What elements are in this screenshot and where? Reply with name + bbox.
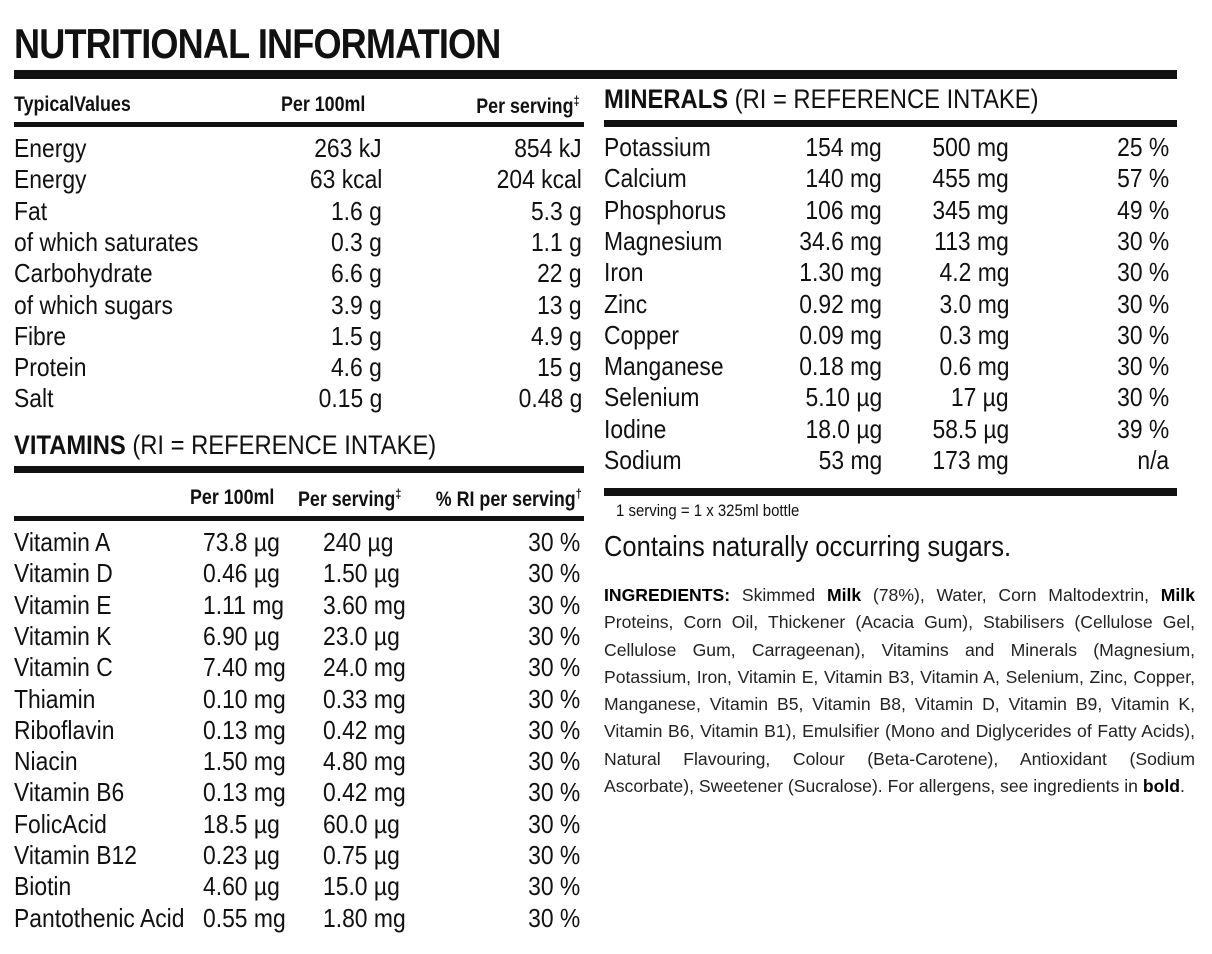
per-serving-value: 0.48 g: [518, 383, 582, 414]
per-serving-value: 13 g: [537, 289, 582, 320]
per-serving-value: 15.0 µg: [323, 871, 400, 902]
ri-percent-value: 30 %: [527, 683, 580, 714]
per-serving-value: 4.9 g: [531, 320, 582, 351]
per-100ml-value: 140 mg: [805, 163, 882, 194]
per-100ml-value: 3.9 g: [331, 289, 382, 320]
per-100ml-value: 18.0 µg: [805, 413, 882, 444]
per-100ml-value: 18.5 µg: [203, 808, 280, 839]
per-serving-value: 240 µg: [323, 527, 394, 557]
vitamin-label: Vitamin E: [14, 589, 112, 620]
header-typical-values: TypicalValues: [14, 93, 131, 116]
per-100ml-value: 5.10 µg: [805, 382, 882, 413]
ingredients-text: INGREDIENTS: Skimmed Milk (78%), Water, Corn Maltodextrin, Milk Proteins, Corn Oil, Thickener (Acacia Gum), Stabilisers (Cellulose Gel, Cellulose Gum, Carrageenan), Vitamins and Minerals (Magnesium, Potassium, Iron, Vitamin E, Vitamin B3, Vitamin A, Selenium, Zinc, Copper, Manganese, Vitamin B5, Vitamin B8, Vitamin D, Vitamin B9, Vitamin K, Vitamin B6, Vitamin B1), Emulsifier (Mono and Diglycerides of Fatty Acids), Natural Flavouring, Colour (Beta-Carotene), Antioxidant (Sodium Ascorbate), Sweetener (Sucralose). For allergens, see ingredients in bold.: [604, 585, 1195, 797]
mineral-label: Iron: [604, 257, 644, 288]
minerals-title-divider: [604, 120, 1177, 127]
vitamin-label: Biotin: [14, 871, 72, 902]
per-serving-value: 4.80 mg: [323, 746, 406, 777]
vitamins-title-divider: [14, 466, 584, 473]
ri-percent-value: 30 %: [1116, 382, 1169, 413]
per-100ml-value: 0.18 mg: [799, 351, 882, 382]
mineral-label: Phosphorus: [604, 194, 727, 225]
per-100ml-value: 0.13 mg: [203, 777, 286, 808]
per-100ml-value: 0.23 µg: [203, 840, 280, 870]
per-100ml-value: 73.8 µg: [203, 527, 280, 557]
nutrient-label: of which saturates: [14, 226, 199, 257]
per-100ml-value: 0.46 µg: [203, 558, 280, 589]
ri-percent-value: 30 %: [527, 840, 580, 870]
ri-percent-value: 30 %: [527, 589, 580, 620]
vitamins-header-per-serving: Per serving‡: [298, 486, 402, 511]
minerals-title: MINERALS (RI = REFERENCE INTAKE): [604, 84, 1039, 114]
per-100ml-value: 1.50 mg: [203, 746, 286, 777]
vitamin-label: Vitamin B12: [14, 840, 137, 870]
per-serving-value: 22 g: [537, 258, 582, 289]
mineral-label: Copper: [604, 319, 680, 350]
nutrient-label: Protein: [14, 352, 87, 383]
per-100ml-value: 6.6 g: [331, 258, 382, 289]
nutrient-label: Fibre: [14, 320, 67, 351]
per-serving-value: 173 mg: [932, 445, 1009, 475]
ri-percent-value: 30 %: [527, 808, 580, 839]
per-serving-value: 1.80 mg: [323, 902, 406, 933]
mineral-label: Calcium: [604, 163, 687, 194]
ri-percent-value: 30 %: [527, 652, 580, 683]
ri-percent-value: 30 %: [527, 527, 580, 557]
per-100ml-value: 0.55 mg: [203, 902, 286, 933]
ri-percent-value: 30 %: [527, 777, 580, 808]
mineral-label: Selenium: [604, 382, 700, 413]
ri-percent-value: 30 %: [1116, 225, 1169, 256]
header-per-100ml: Per 100ml: [281, 93, 366, 116]
mineral-label: Potassium: [604, 132, 711, 162]
minerals-bottom-divider: [604, 488, 1177, 496]
per-100ml-value: 4.6 g: [331, 352, 382, 383]
per-serving-value: 58.5 µg: [932, 413, 1009, 444]
per-100ml-value: 4.60 µg: [203, 871, 280, 902]
per-serving-value: 113 mg: [934, 225, 1009, 256]
nutrition-header-divider: [14, 122, 584, 127]
per-serving-value: 345 mg: [932, 194, 1009, 225]
vitamin-label: Thiamin: [14, 683, 96, 714]
nutrient-label: Energy: [14, 133, 87, 163]
per-serving-value: 0.3 mg: [939, 319, 1009, 350]
vitamin-label: Pantothenic Acid: [14, 902, 185, 933]
ri-percent-value: 30 %: [527, 746, 580, 777]
per-serving-value: 0.33 mg: [323, 683, 406, 714]
per-100ml-value: 53 mg: [818, 445, 882, 475]
vitamin-label: FolicAcid: [14, 808, 107, 839]
title-divider: [14, 70, 1177, 79]
page-title: NUTRITIONAL INFORMATION: [14, 20, 501, 67]
per-serving-value: 17 µg: [951, 382, 1009, 413]
per-serving-value: 455 mg: [932, 163, 1009, 194]
per-serving-value: 500 mg: [932, 132, 1009, 162]
per-100ml-value: 0.10 mg: [203, 683, 286, 714]
ri-percent-value: 30 %: [527, 902, 580, 933]
header-per-serving: Per serving‡: [476, 93, 580, 118]
per-serving-value: 0.42 mg: [323, 714, 406, 745]
mineral-label: Sodium: [604, 445, 682, 475]
per-serving-value: 0.42 mg: [323, 777, 406, 808]
ri-percent-value: 30 %: [1116, 288, 1169, 319]
footnote-mark: ‡: [395, 486, 402, 501]
per-100ml-value: 63 kcal: [309, 164, 382, 195]
nutrient-label: Carbohydrate: [14, 258, 153, 289]
ri-percent-value: 25 %: [1116, 132, 1169, 162]
per-100ml-value: 154 mg: [805, 132, 882, 162]
vitamin-label: Vitamin B6: [14, 777, 125, 808]
per-serving-value: 15 g: [537, 352, 582, 383]
per-serving-value: 5.3 g: [531, 195, 582, 226]
ingredients-label: INGREDIENTS:: [604, 585, 731, 605]
ri-percent-value: 49 %: [1116, 194, 1169, 225]
mineral-label: Manganese: [604, 351, 724, 382]
footnote-mark: †: [575, 486, 582, 501]
footnote-mark: ‡: [573, 93, 580, 108]
ri-percent-value: 57 %: [1116, 163, 1169, 194]
mineral-label: Magnesium: [604, 225, 723, 256]
per-serving-value: 854 kJ: [514, 133, 582, 163]
ri-percent-value: 30 %: [1116, 351, 1169, 382]
sugars-note: Contains naturally occurring sugars.: [604, 531, 1012, 563]
vitamins-header-ri: % RI per serving†: [435, 486, 582, 511]
vitamin-label: Vitamin K: [14, 620, 112, 651]
vitamins-title: VITAMINS (RI = REFERENCE INTAKE): [14, 430, 437, 460]
vitamin-label: Vitamin D: [14, 558, 113, 589]
per-serving-value: 23.0 µg: [323, 620, 400, 651]
per-100ml-value: 0.09 mg: [799, 319, 882, 350]
per-serving-value: 204 kcal: [496, 164, 582, 195]
vitamins-header-divider: [14, 516, 584, 521]
ri-percent-value: 30 %: [1116, 257, 1169, 288]
vitamin-label: Vitamin A: [14, 527, 111, 557]
ri-percent-value: 30 %: [1116, 319, 1169, 350]
per-serving-value: 60.0 µg: [323, 808, 400, 839]
nutrient-label: Fat: [14, 195, 48, 226]
vitamin-label: Vitamin C: [14, 652, 113, 683]
per-100ml-value: 1.11 mg: [203, 589, 284, 620]
vitamin-label: Riboflavin: [14, 714, 115, 745]
per-100ml-value: 263 kJ: [314, 133, 382, 163]
per-100ml-value: 7.40 mg: [203, 652, 286, 683]
serving-note: 1 serving = 1 x 325ml bottle: [616, 501, 800, 520]
per-100ml-value: 0.92 mg: [799, 288, 882, 319]
per-100ml-value: 0.3 g: [331, 226, 382, 257]
ri-percent-value: 30 %: [527, 714, 580, 745]
nutrient-label: Salt: [14, 383, 54, 414]
per-serving-value: 24.0 mg: [323, 652, 406, 683]
per-serving-value: 0.75 µg: [323, 840, 400, 870]
per-serving-value: 1.1 g: [531, 226, 582, 257]
mineral-label: Zinc: [604, 288, 648, 319]
per-100ml-value: 0.13 mg: [203, 714, 286, 745]
ri-percent-value: 30 %: [527, 620, 580, 651]
per-100ml-value: 0.15 g: [318, 383, 382, 414]
per-100ml-value: 106 mg: [805, 194, 882, 225]
per-serving-value: 1.50 µg: [323, 558, 400, 589]
per-100ml-value: 1.6 g: [331, 195, 382, 226]
mineral-label: Iodine: [604, 413, 667, 444]
per-100ml-value: 1.30 mg: [799, 257, 882, 288]
per-serving-value: 4.2 mg: [939, 257, 1009, 288]
per-serving-value: 3.0 mg: [939, 288, 1009, 319]
vitamin-label: Niacin: [14, 746, 78, 777]
per-100ml-value: 34.6 mg: [799, 225, 882, 256]
ri-percent-value: 39 %: [1116, 413, 1169, 444]
per-100ml-value: 1.5 g: [331, 320, 382, 351]
nutrient-label: Energy: [14, 164, 87, 195]
ri-percent-value: 30 %: [527, 558, 580, 589]
ri-percent-value: n/a: [1137, 445, 1169, 475]
ri-percent-value: 30 %: [527, 871, 580, 902]
per-serving-value: 3.60 mg: [323, 589, 406, 620]
nutrient-label: of which sugars: [14, 289, 173, 320]
per-100ml-value: 6.90 µg: [203, 620, 280, 651]
vitamins-header-per-100ml: Per 100ml: [190, 486, 275, 509]
per-serving-value: 0.6 mg: [939, 351, 1009, 382]
